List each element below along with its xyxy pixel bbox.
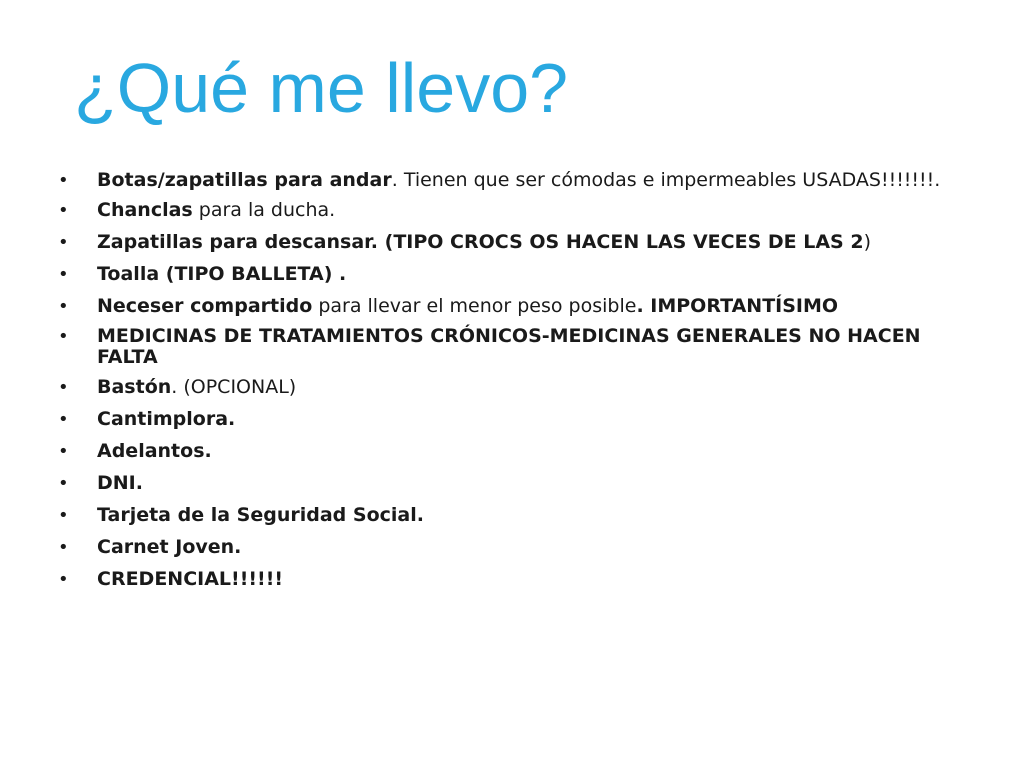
bullet-text: Adelantos.	[97, 440, 212, 462]
bullet-item	[56, 471, 956, 496]
bullet-text: Zapatillas para descansar. (TIPO CROCS OS HACEN LAS VECES DE LAS 2	[97, 231, 864, 253]
bullet-dot-icon: •	[58, 170, 69, 191]
bullet-dot-icon: •	[58, 377, 69, 398]
bullet-item	[56, 326, 956, 368]
bullet-dot-icon: •	[58, 473, 69, 494]
bullet-dot-icon: •	[58, 200, 69, 221]
bullet-item	[56, 294, 956, 319]
bullet-dot-icon: •	[58, 537, 69, 558]
bullet-item	[56, 375, 956, 400]
bullet-text: Tarjeta de la Seguridad Social.	[97, 504, 424, 526]
bullet-item	[56, 230, 956, 255]
bullet-dot-icon: •	[58, 232, 69, 253]
bullet-text: )	[863, 231, 871, 253]
bullet-text: Bastón	[97, 376, 172, 398]
bullet-text: MEDICINAS DE TRATAMIENTOS CRÓNICOS-MEDICINAS GENERALES NO HACEN FALTA	[97, 325, 921, 368]
bullet-dot-icon: •	[58, 441, 69, 462]
bullet-dot-icon: •	[58, 569, 69, 590]
bullet-item	[56, 567, 956, 592]
bullet-dot-icon: •	[58, 326, 69, 347]
bullet-dot-icon: •	[58, 264, 69, 285]
bullet-text: Cantimplora.	[97, 408, 236, 430]
slide-title: ¿Qué me llevo?	[74, 49, 569, 127]
bullet-item	[56, 503, 956, 528]
bullet-text: DNI.	[97, 472, 143, 494]
bullet-item	[56, 407, 956, 432]
bullet-text: . (OPCIONAL)	[171, 376, 297, 398]
bullet-item	[56, 198, 956, 223]
bullet-dot-icon: •	[58, 296, 69, 317]
bullet-item	[56, 262, 956, 287]
bullet-item	[56, 170, 956, 191]
bullet-dot-icon: •	[58, 409, 69, 430]
bullet-text: Toalla (TIPO BALLETA) .	[97, 263, 347, 285]
bullet-dot-icon: •	[58, 505, 69, 526]
bullet-text: CREDENCIAL!!!!!!	[97, 568, 284, 590]
bullet-item	[56, 439, 956, 464]
bullet-text: para llevar el menor peso posible	[312, 295, 637, 317]
bullet-text: para la ducha.	[192, 199, 336, 221]
bullet-text: Neceser compartido	[97, 295, 313, 317]
bullet-item	[56, 535, 956, 560]
bullet-text: . IMPORTANTÍSIMO	[636, 295, 839, 317]
bullet-text: Chanclas	[97, 199, 193, 221]
bullet-text: Carnet Joven.	[97, 536, 242, 558]
bullet-text: . Tienen que ser cómodas e impermeables USADAS!!!!!!!.	[391, 169, 941, 191]
bullet-list	[56, 170, 956, 599]
bullet-text: Botas/zapatillas para andar	[97, 169, 392, 191]
